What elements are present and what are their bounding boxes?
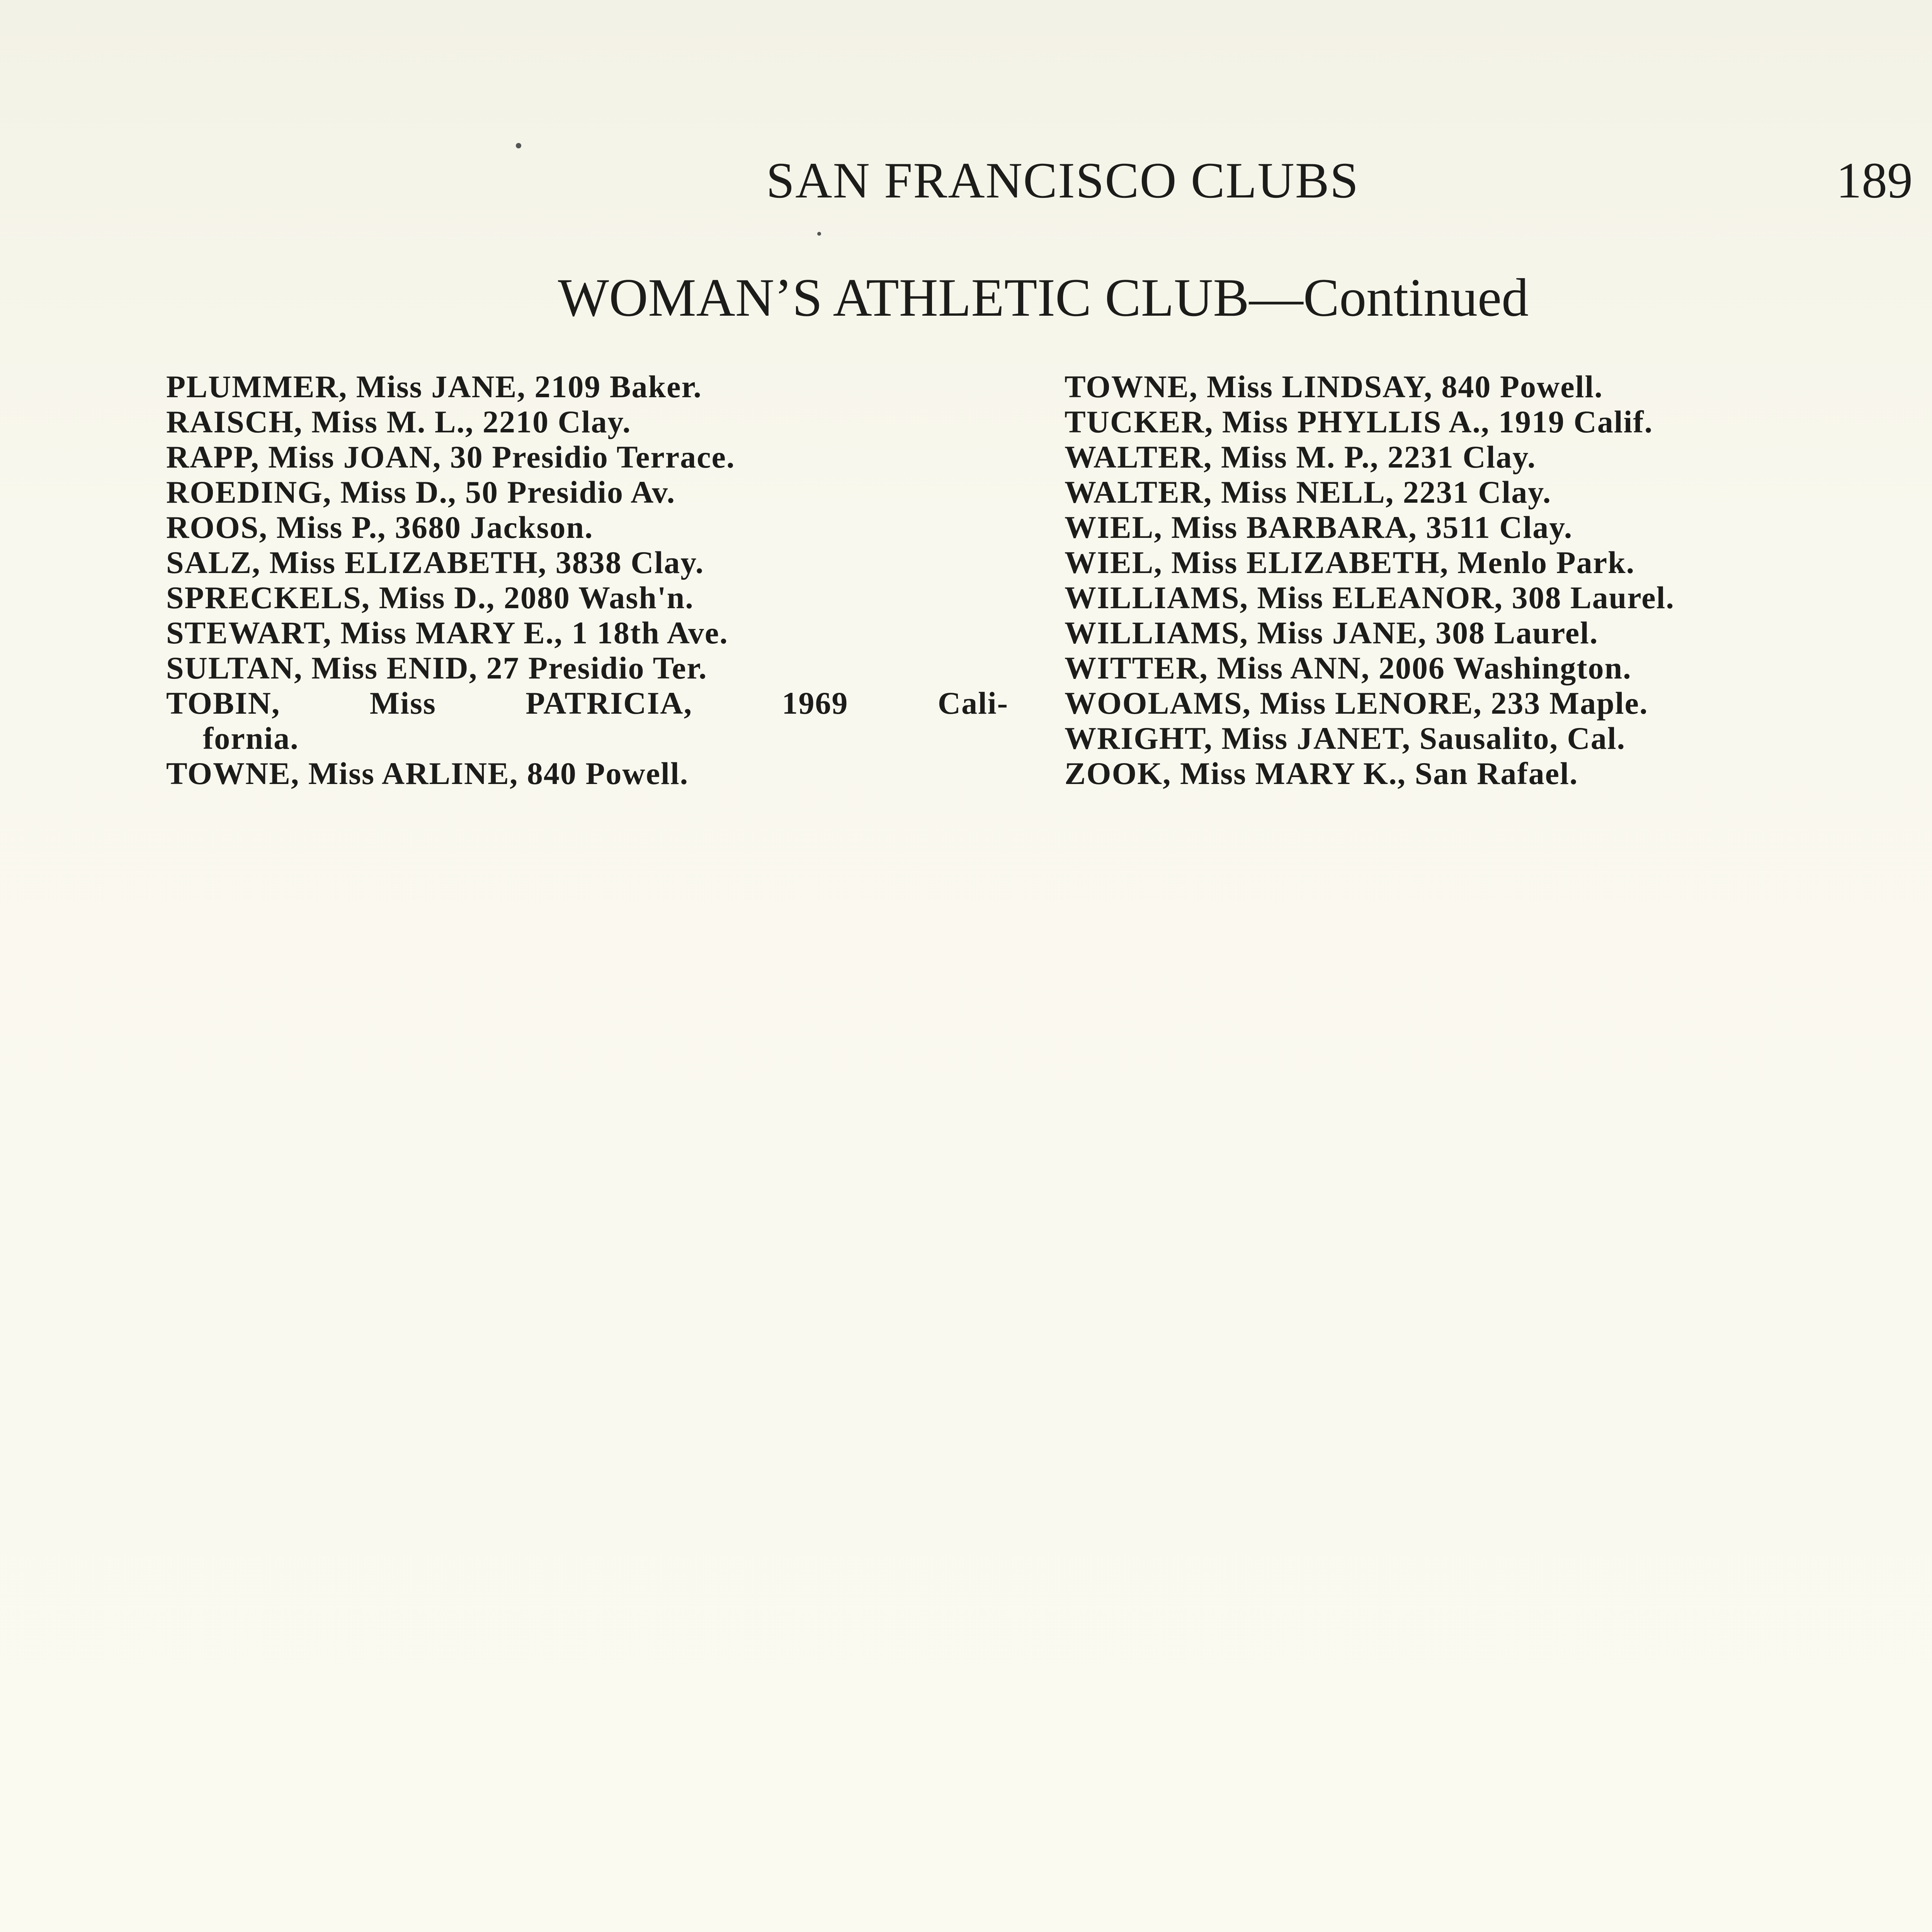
- member-entry: ROOS, Miss P., 3680 Jackson.: [166, 510, 594, 545]
- member-entry: TUCKER, Miss PHYLLIS A., 1919 Calif.: [1065, 404, 1653, 439]
- running-head: SAN FRANCISCO CLUBS: [766, 152, 1359, 209]
- member-entry: RAPP, Miss JOAN, 30 Presidio Terrace.: [166, 439, 735, 474]
- member-entry: PLUMMER, Miss JANE, 2109 Baker.: [166, 369, 702, 404]
- member-entry: WILLIAMS, Miss ELEANOR, 308 Laurel.: [1065, 580, 1675, 615]
- member-entry: TOWNE, Miss ARLINE, 840 Powell.: [166, 756, 689, 791]
- member-entry: SULTAN, Miss ENID, 27 Presidio Ter.: [166, 650, 707, 685]
- member-entry-continuation: fornia.: [203, 721, 299, 756]
- member-entry: WITTER, Miss ANN, 2006 Washington.: [1065, 650, 1632, 685]
- member-entry: RAISCH, Miss M. L., 2210 Clay.: [166, 404, 631, 439]
- member-entry: ROEDING, Miss D., 50 Presidio Av.: [166, 474, 676, 510]
- member-entry: WIEL, Miss BARBARA, 3511 Clay.: [1065, 510, 1573, 545]
- member-list-left-column: [166, 369, 1009, 791]
- member-entry: STEWART, Miss MARY E., 1 18th Ave.: [166, 615, 728, 650]
- member-entry: TOWNE, Miss LINDSAY, 840 Powell.: [1065, 369, 1603, 404]
- section-title: WOMAN’S ATHLETIC CLUB—Continued: [558, 268, 1529, 328]
- member-entry: SPRECKELS, Miss D., 2080 Wash'n.: [166, 580, 694, 615]
- member-entry: WRIGHT, Miss JANET, Sausalito, Cal.: [1065, 721, 1626, 756]
- print-speck: [516, 143, 521, 148]
- member-entry: WALTER, Miss NELL, 2231 Clay.: [1065, 474, 1552, 510]
- member-entry: WIEL, Miss ELIZABETH, Menlo Park.: [1065, 545, 1635, 580]
- member-entry: WALTER, Miss M. P., 2231 Clay.: [1065, 439, 1536, 474]
- member-list-right-column: [1065, 369, 1915, 791]
- page-number: 189: [1836, 152, 1913, 209]
- member-entry: ZOOK, Miss MARY K., San Rafael.: [1065, 756, 1578, 791]
- member-entry: TOBIN, Miss PATRICIA, 1969 Cali-: [166, 685, 1009, 721]
- member-entry: SALZ, Miss ELIZABETH, 3838 Clay.: [166, 545, 704, 580]
- member-entry: WILLIAMS, Miss JANE, 308 Laurel.: [1065, 615, 1599, 650]
- member-entry: WOOLAMS, Miss LENORE, 233 Maple.: [1065, 685, 1648, 721]
- print-speck: [817, 232, 821, 236]
